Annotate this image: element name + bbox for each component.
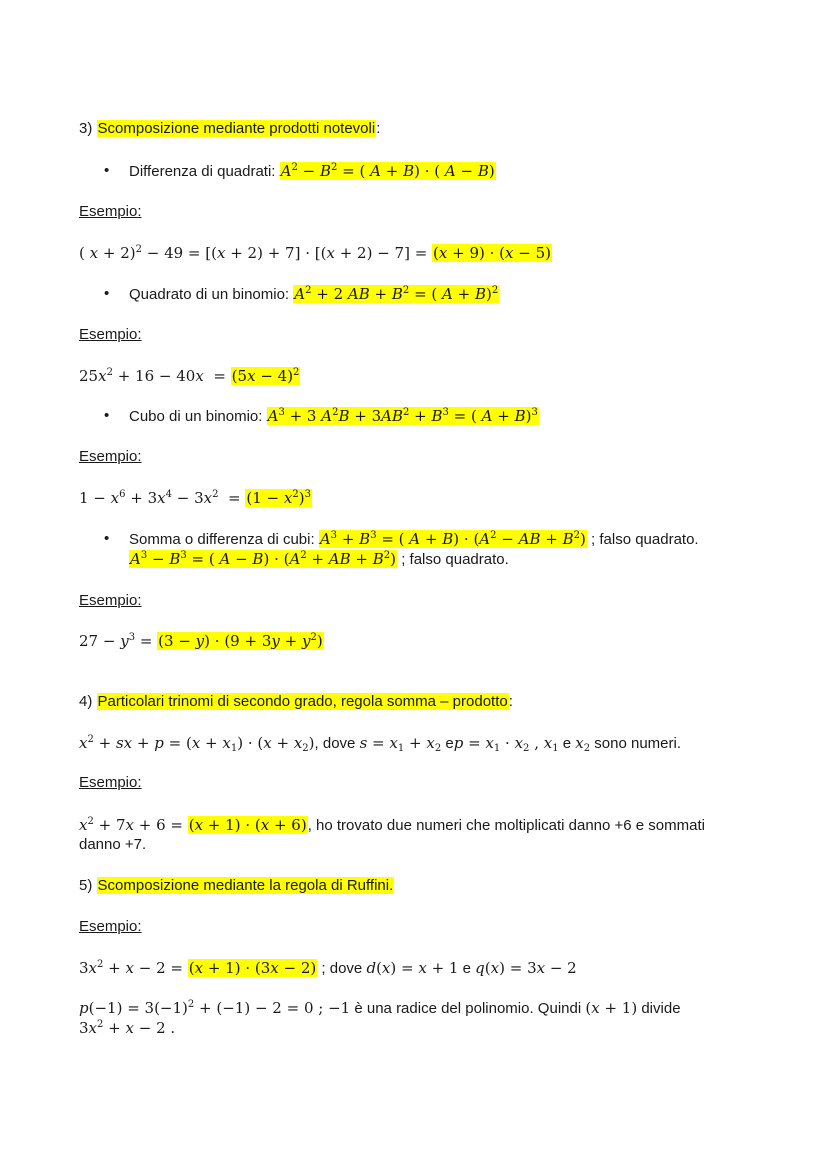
example-formula-3: $1 - x^6 + 3x^4 - 3x^2 = (1 - x^2)^3$ xyxy=(79,489,311,507)
dove-text: , dove xyxy=(314,735,356,752)
e-text: e xyxy=(562,735,572,752)
example-formula-1: ( x + 2)$^2$ − 49 = [(x + 2) + 7] · [(x + 2) − 7] = (x + 9) · (x − 5) xyxy=(79,244,551,262)
section-5-heading xyxy=(79,876,394,896)
divisor-formula: (x + 1) xyxy=(585,999,638,1017)
ruffini-formula: $3x^2 + x - 2 = (x + 1) \cdot (3x - 2)$ xyxy=(79,959,317,977)
colon: : xyxy=(508,693,513,710)
falso-quadrato-note: ; falso quadrato. xyxy=(591,531,699,548)
example-explanation-cont: danno +7. xyxy=(79,836,147,853)
bullet-label: Somma o differenza di cubi: xyxy=(129,531,315,548)
esempio-label: Esempio: xyxy=(79,203,142,220)
section-number: 4) xyxy=(79,693,93,710)
e-text: e xyxy=(445,735,454,752)
section-number: 5) xyxy=(79,877,93,894)
esempio-label: Esempio: xyxy=(79,774,142,791)
bullet-dot: • xyxy=(104,162,110,179)
bullet-cubo-binomio xyxy=(129,406,539,427)
section-3-heading xyxy=(79,119,380,139)
bullet-somma-differenza-cubi xyxy=(129,529,699,550)
trinomio-formula: $x^2$ + sx + $p = (x + x_1) \cdot (x + x_2)$ xyxy=(79,734,315,754)
section-title: Scomposizione mediante prodotti notevoli xyxy=(97,120,376,137)
bullet-label: Quadrato di un binomio: xyxy=(129,286,290,303)
bullet-dot: • xyxy=(104,530,110,547)
esempio-label: Esempio: xyxy=(79,592,142,609)
radice-text: è una radice del polinomio. Quindi xyxy=(354,1000,582,1017)
example-ruffini xyxy=(79,958,577,979)
bullet-dot: • xyxy=(104,285,110,302)
bullet-label: Cubo di un binomio: xyxy=(129,408,263,425)
colon: : xyxy=(376,120,381,137)
dove-text: ; dove xyxy=(321,960,363,977)
formula-somma-cubi: $A^3 + B^3$ = ( $A + B) \cdot (A^2$ − AB + $B^2$) xyxy=(319,530,586,548)
e-text: e xyxy=(462,960,471,977)
esempio-label: Esempio: xyxy=(79,326,142,343)
example-explanation: , ho trovato due numeri che moltiplicati danno +6 e sommati xyxy=(307,817,705,834)
example-formula-4: $27 - y^3 = (3 - y) \cdot (9 + 3y + y^2)$ xyxy=(79,632,323,650)
trinomio-rule xyxy=(79,733,681,754)
example-formula-2: $25x^2 + 16 - 40x = (5x - 4)^2$ xyxy=(79,367,300,385)
sono-numeri-text: sono numeri. xyxy=(594,735,681,752)
example-trinomio xyxy=(79,815,705,836)
bullet-differenza-quadrati xyxy=(129,161,496,182)
ruffini-check xyxy=(79,998,681,1019)
formula-differenza-cubi-line xyxy=(129,549,509,570)
section-title: Particolari trinomi di secondo grado, regola somma – prodotto xyxy=(97,693,508,710)
q-formula: q(x) = 3x − 2 xyxy=(475,959,577,977)
formula-cubo-binomio: $A^3 + 3$ $A^2B + 3AB^2 + B^3$ = ( A + B)$^3$ xyxy=(267,407,538,425)
section-4-heading xyxy=(79,692,513,712)
esempio-label: Esempio: xyxy=(79,448,142,465)
p-evaluation: $p(-1) = 3(-1)^2 + (-1) - 2 = 0$ ; −1 xyxy=(79,999,351,1017)
esempio-label: Esempio: xyxy=(79,918,142,935)
section-title: Scomposizione mediante la regola di Ruffini. xyxy=(97,877,394,894)
ruffini-polynomial: $3x^2 + x - 2$ . xyxy=(79,1019,176,1037)
bullet-dot: • xyxy=(104,407,110,424)
sum-formula: $s = x_1 + x_2$ xyxy=(359,734,442,754)
d-formula: d(x) = x + 1 xyxy=(366,959,459,977)
bullet-label: Differenza di quadrati: xyxy=(129,163,276,180)
formula-differenza-cubi: $A^3 - B^3$ = ( $A - B) \cdot (A^2$ + AB + $B^2$) xyxy=(130,550,397,568)
x2-symbol: $x_2$ xyxy=(575,734,591,754)
example-trinomio-formula: $x^2 + 7x + 6 = (x + 1) \cdot (x + 6)$ xyxy=(79,816,307,834)
falso-quadrato-note: ; falso quadrato. xyxy=(401,551,509,568)
formula-quadrato-binomio: $A^2 + 2$ AB + $B^2$ = ( A + B)$^2$ xyxy=(294,285,499,303)
divide-text: divide xyxy=(641,1000,681,1017)
bullet-quadrato-binomio xyxy=(129,284,499,305)
formula-differenza-quadrati: $A^2 - B^2$ = ( A + B) · ( A − B) xyxy=(280,162,495,180)
section-number: 3) xyxy=(79,120,93,137)
product-formula: $p = x_1 \cdot x_2$ , $x_1$ xyxy=(453,734,559,754)
